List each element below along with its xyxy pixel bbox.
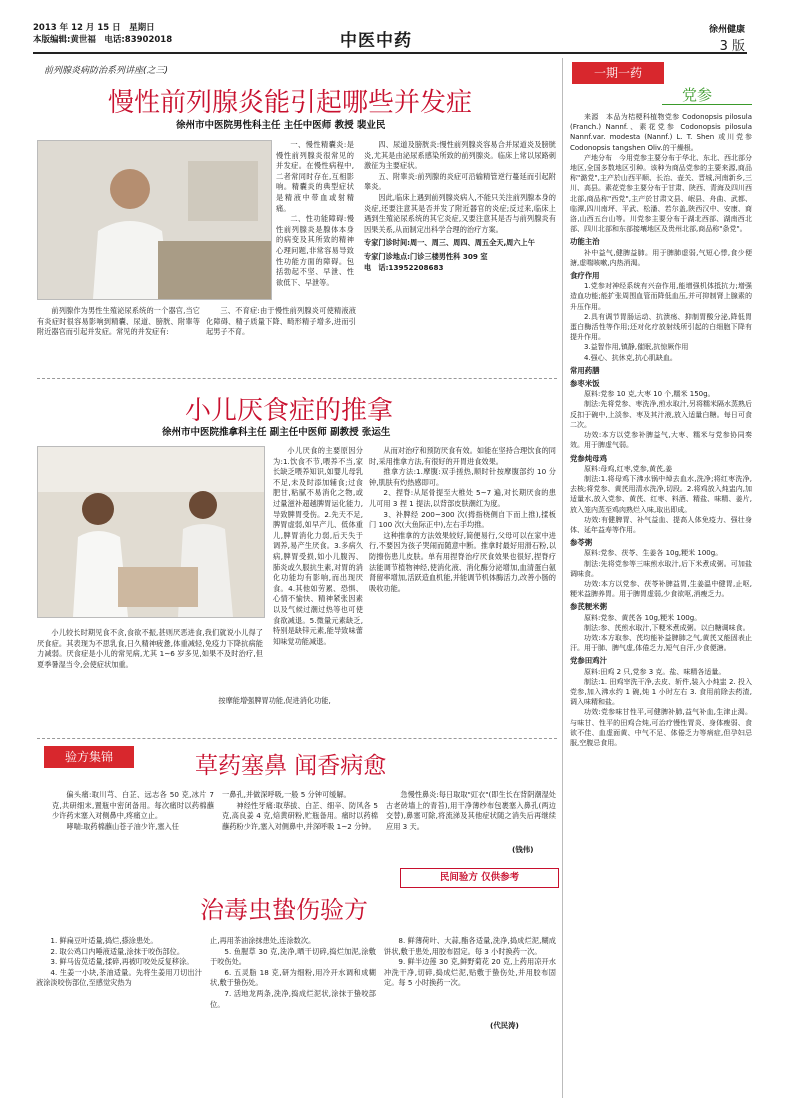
list-item: 7. 活地龙两条,洗净,捣成烂泥状,涂抹于蛰咬部位。 <box>210 988 376 1009</box>
article4-title: 治毒虫蛰伤验方 <box>200 896 368 924</box>
paragraph: 制法:参、芪煎水取汁,下粳米煮成粥。以白糖调味食。 <box>584 623 750 632</box>
recipe-name: 党参炖母鸡 <box>570 453 607 463</box>
page-number: 3 版 <box>719 39 745 54</box>
article1-col1 <box>276 140 354 288</box>
paragraph: 急慢性鼻炎:每日取取"豇衣"(即生长在背阴潮湿处古老砖墙上的青苔),用干净薄纱布包裹塞入鼻孔(两边交替),鼻塞可除,将流涕及其他症状随之消失后再继续应用 3 天。 <box>386 790 556 831</box>
list-item: 9. 鲜半边莲 30 克,鲜野菊花 20 克,上药用凉开水冲洗干净,切碎,捣成烂泥,贴敷于蛰伤处,并用胶布固定。每 5 小时换药一次。 <box>384 957 556 988</box>
divider <box>37 378 557 379</box>
editor-line: 本版编辑:黄世福 电话:83902018 <box>33 35 173 45</box>
clinic-hours: 专家门诊时间:周一、周三、周四、周五全天,周六上午 <box>364 238 535 248</box>
paragraph: 2.具有调节胃肠运动、抗溃疡、抑制胃酸分泌,降低胃蛋白酶活性等作用;还对化疗放射线所引起的白细胞下降有提升作用。 <box>570 312 752 342</box>
article4-col2 <box>210 936 376 1010</box>
article4-signature: (代民涛) <box>490 1021 519 1030</box>
paragraph: 补中益气,健脾益肺。用于脾肺虚弱,气短心悸,食少便溏,虚喘咳嗽,内热消渴。 <box>570 248 752 267</box>
kicker-folk-remedy: 民间验方 仅供参考 <box>400 868 559 888</box>
section-title: 中医中药 <box>340 31 412 51</box>
list-item: 8. 鲜薄荷叶、大蒜,酯各适量,洗净,捣成烂泥,糊成饼状,敷于患处,用胶布固定。每 3 小时换药一次。 <box>384 936 556 956</box>
paragraph: 原料:党参、黄芪各 10g,粳米 100g。 <box>584 613 702 622</box>
paragraph: 这种推拿的方法效果较好,简便易行,父母可以在家中进行,不要因为孩子哭闹而随意中断。推拿时最好用滑石粉,以防擦伤患儿皮肤。单有用捏脊治疗厌食效果也很好,捏脊疗法能调节植物神经,使消化液、消化酶分泌增加,血清蛋白氨肾留率增加,活跃造血机能,并能调节机体酶活力,改善小肠的吸收功能。 <box>369 530 556 593</box>
paragraph: 功效:本方以党参、茯苓补脾益胃,生姜温中健胃,止呕,粳米益脾养胃。用于脾胃虚弱,少食欲呕,消瘦乏力。 <box>570 579 752 599</box>
article1-col2 <box>206 306 356 338</box>
paragraph: 3.益智作用,镇静,催眠,抗惊厥作用 <box>584 343 689 352</box>
article1-byline: 徐州市中医院男性科主任 主任中医师 教授 裴业民 <box>176 120 386 131</box>
paragraph: 2、捏脊:从尾骨提至大椎处 5~7 遍,对长期厌食的患儿可用 3 捏 1 提法,以背部皮肤潮红为度。 <box>369 488 556 508</box>
caption-text: 前列腺作为男性生殖泌尿系统的一个器官,当它有炎症时很容易影响到精囊、尿道、膀胱、附睾等附近器官而引起并发症。常见的并发症有: <box>37 306 200 337</box>
list-item: 5. 鱼腥草 30 克,洗净,晒干切碎,捣烂加泥,涂敷于咬伤处。 <box>210 946 376 967</box>
paragraph: 制法:1.将母鸡下沸水锅中焯去血水,洗净;将红枣洗净,去核;将党参、黄芪用清水洗净,切段。2.将鸡放入炖盅内,加适量水,放入党参、黄芪、红枣、料酒、精盐、味精、姜片,放入笼内蒸至鸡肉熟烂入味,取出即成。 <box>570 474 752 514</box>
recipe-name: 参芪粳米粥 <box>570 602 607 612</box>
article4-col1 <box>36 936 202 989</box>
recipe-name: 参苓粥 <box>570 538 593 548</box>
herb-underline <box>662 104 752 105</box>
paragraph: 因此,临床上遇到前列腺炎病人,不能只关注前列腺本身的炎症,还要注意其是否并发了附近器官的炎症;反过来,临床上遇到生殖泌尿系统的其它炎症,又要注意其是否与前列腺炎有因果关系,从而制定出科学合理的治疗方案。 <box>364 192 556 234</box>
label-function: 功能主治 <box>570 237 600 247</box>
paragraph: 功效:党参味甘性平,可健脾补肺,益气补血,生津止渴。与味甘、性平的田鸡合炖,可治疗慢性胃炎、身体瘦弱、食欲不佳、血虚面黄、中气不足、体倦乏力等病症,但孕妇忌服,空腹忌食用。 <box>570 708 752 747</box>
sidebar-divider <box>562 58 563 1098</box>
clinic-phone: 电 话:13952208683 <box>364 262 444 272</box>
list-item: 1. 鲜扁豆叶适量,捣烂,搽涂患处。 <box>50 936 158 945</box>
paragraph: 哮喘:取药棉蘸山苍子油少许,塞入任 <box>66 821 179 831</box>
article3-col1 <box>52 790 214 832</box>
massage-photo <box>37 446 265 618</box>
caption-text: 小儿较长时期见食不贪,食欲不振,甚则厌恶进食,我们就说小儿得了厌食症。其表现为不思乳食,日久精神疲惫,体重减轻,免疫力下降抗病能力减弱。厌食症是小儿的常见病,尤其 1~6 岁多见,如果不及时治疗,但夏季暑湿当令,会使症状加重。 <box>37 628 263 669</box>
paragraph: 一、慢性精囊炎:是慢性前列腺炎很常见的并发症。在慢性病程中,二者常同时存在,互相影响。精囊炎的典型症状是精液中带血或射精痛。 <box>276 140 354 213</box>
paragraph: 产地分布 今用党参主要分布于华北、东北、西北部分地区,全国多数地区引种。该种为商品党参的主要来源,商品称"潞党",主产於山西平顺、长治、壶关、晋城,河南新乡,三川、高县。素花党参主要分布于甘肃、陕西、青海及四川西北部,商品称"西党",主产於甘肃文县、岷县、舟曲、武都、临潭,四川南坪、平武、松潘、若尔盖,陕西汉中、安康、商洛,山西五台山等。川党参主要分布于湖北西部、湖南西北部、四川北部和东部接壤地区及贵州北部,商品称"条党"。 <box>570 153 752 234</box>
paragraph: 推拿方法:1.摩腹:双手搓热,顺时针按摩腹部约 10 分钟,肌肤有灼热感即可。 <box>369 467 556 487</box>
paragraph: 偏头痛:取川芎、白芷、远志各 50 克,冰片 7 克,共研细末,置瓶中密闭备用。每次痛时以药棉蘸少许药末塞入对侧鼻中,疼痛立止。 <box>52 790 214 821</box>
article4-col3 <box>384 936 556 989</box>
paragraph: 四、尿道及膀胱炎:慢性前列腺炎容易合并尿道炎及膀胱炎,尤其是由泌尿系感染所致的前列腺炎。临床上常以尿路刺激征为主要症状。 <box>364 140 556 171</box>
article1-title: 慢性前列腺炎能引起哪些并发症 <box>108 88 473 118</box>
paragraph: 功效:本方取参、芪均能补益脾肺之气,黄芪又能固表止汗。用于肺、脾气虚,体倦乏力,短气自汗,少食便溏。 <box>570 633 752 653</box>
page-info <box>709 22 745 54</box>
paragraph: 一鼻孔,并做深呼吸,一般 5 分钟可缓解。 <box>222 790 351 799</box>
paragraph: 功效:本方以党参补脾益气,大枣、糯米与党参协同奏效。用于脾虚气弱。 <box>570 431 752 450</box>
list-item: 止,再用茶油涂抹患处,连涂数次。 <box>210 936 316 945</box>
list-item: 4. 生姜一小块,茶油适量。先将生姜用刀切出汁液涂淡咬伤部位,至感觉灾热为 <box>36 967 202 988</box>
paragraph: 原料:母鸡,红枣,党参,黄芪,姜 <box>584 464 673 473</box>
label-diet-effect: 食疗作用 <box>570 271 600 281</box>
sidebar-content <box>570 112 752 748</box>
paragraph: 原料:党参 10 克,大枣 10 个,糯米 150g。 <box>584 390 715 399</box>
paragraph: 4.强心、抗休克,抗心肌缺血。 <box>584 353 677 362</box>
paragraph: 原料:党参、茯苓、生姜各 10g,粳米 100g。 <box>584 549 723 558</box>
divider <box>37 738 557 739</box>
doctor-photo <box>37 140 272 300</box>
photo-caption <box>37 306 200 338</box>
clinic-location: 专家门诊地点:门诊三楼男性科 309 室 <box>364 251 488 261</box>
paragraph: 从而对治疗和预防厌食有效。如能在坚持合理饮食的同时,采用推拿方法,有很好的开胃进食效果。 <box>369 446 556 466</box>
label-recipes: 常用药膳 <box>570 365 600 375</box>
article3-col2 <box>222 790 378 832</box>
paragraph: 神经性牙痛:取荜拔、白芷、细辛、防风各 5 克,高良姜 4 克,焙黄研粉,贮瓶备用。痛时以药棉蘸药粉少许,塞入对侧鼻中,并深呼吸 1~2 分钟。 <box>222 800 378 831</box>
paper-name: 徐州健康 <box>708 25 745 35</box>
paragraph: 制法:先将党参等三味煎水取汁,后下米煮成粥。可加盐调味食。 <box>570 559 752 578</box>
paragraph: 原料:田鸡 2 只,党参 3 克。盐、味精各适量。 <box>584 667 726 676</box>
paragraph: 小儿厌食的主要原因分为:1.饮食不节,喂养不当,家长缺乏喂养知识,如婴儿母乳不足,未及时添加辅食;过食肥甘,粘腻不易消化之物,或过量滋补超越脾胃运化能力,导致脾胃受伤。2.先天不足,脾胃虚弱,如早产儿、低体重儿,脾胃消化力弱,后天失于调养,易产生厌食。3.多病久病,脾胃受损,如小儿腹泻、肺炎或久服抗生素,对胃的消化功能均有影响,而出现厌食。4.其他如劳累、恐惧、心情不愉快、精神紧张因素以及气候过潮过热等也可使食欲减退。5.微量元素缺乏,特别是缺锌元素,能导致味蕾知味觉功能减退。 <box>273 446 363 646</box>
article3-title: 草药塞鼻 闻香病愈 <box>195 753 387 779</box>
paragraph: 按摩能增强脾胃功能,促进消化功能, <box>218 696 331 705</box>
paragraph: 制法:先将党参、枣洗净,煎水取汁,另将糯米隔水蒸熟后反扣于碗中,上淡参、枣及其汁液,放入适量白糖。每日可食二次。 <box>570 400 752 429</box>
herb-name: 党参 <box>682 86 713 104</box>
badge-yanfang: 验方集锦 <box>44 746 134 768</box>
series-label: 前列腺炎病防治系列讲座(之三) <box>44 66 169 76</box>
article3-signature: (钱伟) <box>512 845 534 854</box>
list-item: 6. 五灵脂 18 克,研为细粉,用冷开水调和成糊状,敷于蛰伤处。 <box>210 967 376 988</box>
paragraph: 来源 本品为桔梗科植物党参 Codonopsis pilosula (Franch.) Nannf.、素花党参 Codonopsis pilosula Nannf.var. modesta (Nannf.) L. T. Shen 或川党参 Codonopsis tangshen Oliv.的干燥根。 <box>570 113 752 152</box>
paragraph: 3、补脾经 200~300 次(拇指桡侧自下而上推),揉板门 100 次(大鱼际正中),左右手均推。 <box>369 509 556 530</box>
badge-yiqiyiyao: 一期一药 <box>572 62 664 84</box>
list-item: 2. 取公鸡口内唾液适量,涂抹于咬伤部位。 <box>50 946 185 956</box>
paragraph: 功效:有健脾胃、补气益血、提高人体免疫力、强壮身体、延年益寿等作用。 <box>570 515 752 534</box>
list-item: 3. 鲜马齿苋适量,揉碎,再被叮咬处反复移涂。 <box>50 957 194 967</box>
header-rule <box>33 52 747 54</box>
article2-byline: 徐州市中医院推拿科主任 副主任中医师 副教授 张运生 <box>162 427 391 438</box>
article2-col1-tail <box>204 696 362 707</box>
header-info <box>33 22 172 46</box>
issue-date: 2013 年 12 月 15 日 星期日 <box>33 23 155 33</box>
photo-caption <box>37 628 263 670</box>
article2-col2 <box>369 446 556 594</box>
recipe-name: 参枣米饭 <box>570 379 600 389</box>
paragraph: 制法:1. 田鸡宰洗干净,去皮、斩件,装入小炖盅 2. 投入党参,加入沸水约 1 碗,炖 1 小时左右 3. 食用前除去药渣,调入味精和盐。 <box>570 677 752 707</box>
article2-col1 <box>273 446 363 647</box>
paragraph: 1.党参对神经系统有兴奋作用,能增强机体抵抗力;增强造血功能;能扩张周围血管而降低血压,并可抑制肾上腺素的升压作用。 <box>570 282 752 311</box>
paragraph: 三、不育症:由于慢性前列腺炎可使精液液化障碍、精子质量下降、畸形精子增多,进而引起男子不育。 <box>206 306 356 337</box>
paragraph: 二、性功能障碍:慢性前列腺炎是腺体本身的病变及其所致的精神心理问题,非常容易导致性功能方面的障碍。包括勃起不坚、早泄、性欲低下、早泄等。 <box>276 214 354 287</box>
paragraph: 五、附睾炎:前列腺的炎症可沿输精管逆行蔓延而引起附睾炎。 <box>364 171 556 192</box>
article2-title: 小儿厌食症的推拿 <box>185 396 394 426</box>
article3-col3 <box>386 790 556 832</box>
recipe-name: 党参田鸡汁 <box>570 656 607 666</box>
article1-col3 <box>364 140 556 273</box>
